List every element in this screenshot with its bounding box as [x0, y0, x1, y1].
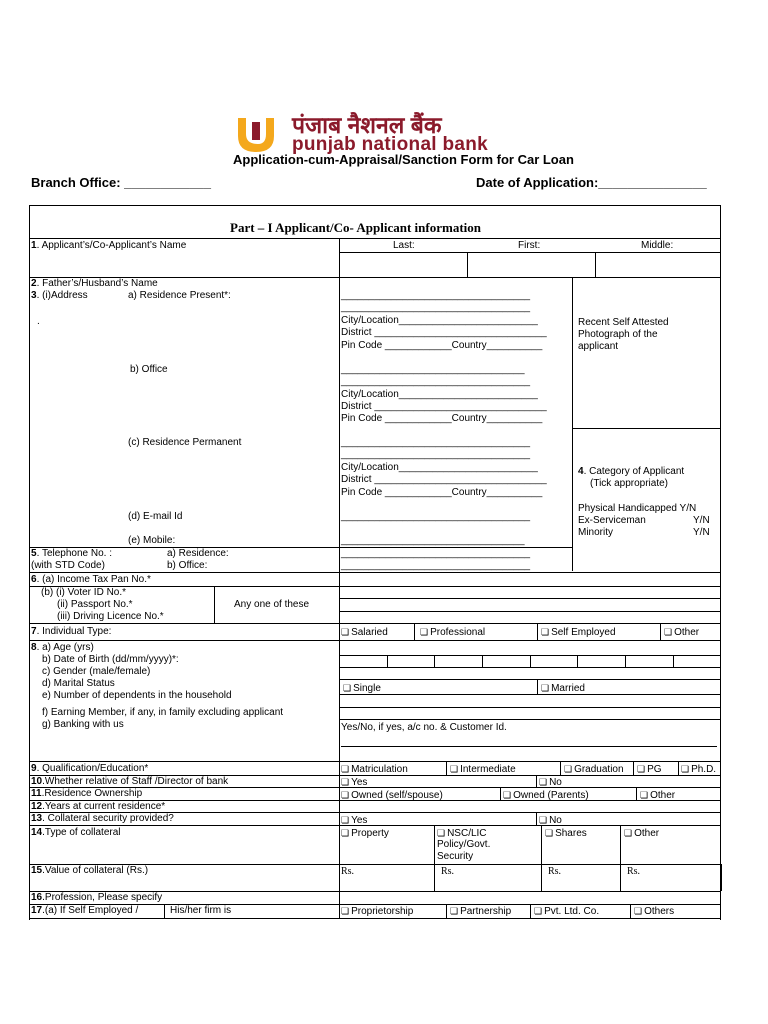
row17-label: 17.(a) If Self Employed / [31, 905, 139, 916]
other-type-option[interactable]: ❏ Other [664, 626, 699, 639]
email-field[interactable]: __________________________________ [341, 511, 531, 522]
owned-self-option[interactable]: ❏ Owned (self/spouse) [341, 789, 443, 802]
proprietorship-option[interactable]: ❏ Proprietorship [341, 905, 413, 918]
ex-serviceman-yn[interactable]: Y/N [693, 515, 710, 526]
banking-with-us-label: g) Banking with us [42, 719, 124, 730]
other-value[interactable]: Rs. [627, 866, 641, 877]
row14-label: 14.Type of collateral [31, 827, 121, 838]
office-district[interactable]: District _______________________________ [341, 401, 547, 412]
date-of-application-label: Date of Application:_______________ [476, 175, 707, 190]
nsc-lic-text-3: Security [437, 851, 474, 862]
branch-office-label: Branch Office: ____________ [31, 175, 211, 190]
office-address-line-2[interactable]: __________________________________ [341, 376, 531, 387]
firm-label: His/her firm is [170, 905, 232, 916]
permanent-pin-country[interactable]: Pin Code ____________Country__________ [341, 487, 543, 498]
earning-member-label: f) Earning Member, if any, in family excluding applicant [42, 707, 284, 718]
tick-appropriate: (Tick appropriate) [590, 478, 668, 489]
row6-label: 6. (a) Income Tax Pan No.* [31, 574, 151, 585]
middle-name-field[interactable] [596, 253, 720, 276]
self-employed-option[interactable]: ❏ Self Employed [541, 626, 616, 639]
relative-yes-option[interactable]: ❏ Yes [341, 776, 367, 789]
row3-label: 3. (i)Address [31, 290, 88, 301]
professional-option[interactable]: ❏ Professional [420, 626, 485, 639]
partnership-option[interactable]: ❏ Partnership [450, 905, 511, 918]
row10-label: 10.Whether relative of Staff /Director of bank [31, 776, 229, 787]
dependents-label: e) Number of dependents in the household [42, 690, 232, 701]
email-label: (d) E-mail Id [128, 511, 183, 522]
voter-id-label: (b) (i) Voter ID No.* [41, 587, 127, 598]
present-district[interactable]: District _______________________________ [341, 327, 547, 338]
first-name-header: First: [518, 240, 541, 251]
shares-option[interactable]: ❏ Shares [545, 827, 587, 840]
single-option[interactable]: ❏ Single [343, 682, 381, 695]
row2-label: 2. Father’s/Husband’s Name [31, 278, 158, 289]
permanent-address-line-1[interactable]: __________________________________ [341, 437, 531, 448]
row9-label: 9. Qualification/Education* [31, 763, 149, 774]
nsc-lic-option[interactable]: ❏ NSC/LIC [437, 827, 487, 840]
bank-name-english: punjab national bank [292, 134, 489, 155]
minority[interactable]: Minority [578, 527, 614, 538]
row16-label: 16.Profession, Please specify [31, 892, 163, 903]
middle-name-header: Middle: [641, 240, 674, 251]
matriculation-option[interactable]: ❏ Matriculation [341, 763, 408, 776]
row15-label: 15.Value of collateral (Rs.) [31, 865, 149, 876]
row1-label: 1. Applicant’s/Co-Applicant’s Name [31, 240, 187, 251]
present-city[interactable]: City/Location_________________________ [341, 315, 538, 326]
present-address-line-2[interactable]: __________________________________ [341, 302, 531, 313]
graduation-option[interactable]: ❏ Graduation [564, 763, 624, 776]
last-name-field[interactable] [340, 253, 466, 276]
office-address-label: b) Office [130, 364, 168, 375]
photo-text-3: applicant [578, 341, 619, 352]
residence-permanent-label: (c) Residence Permanent [128, 437, 242, 448]
married-option[interactable]: ❏ Married [541, 682, 585, 695]
pg-option[interactable]: ❏ PG [637, 763, 662, 776]
phone-office-label: b) Office: [167, 560, 208, 571]
nsc-lic-text-2: Policy/Govt. [437, 839, 491, 850]
nsc-value[interactable]: Rs. [441, 866, 455, 877]
photo-text-2: Photograph of the [578, 329, 658, 340]
permanent-city[interactable]: City/Location_________________________ [341, 462, 538, 473]
office-city[interactable]: City/Location_________________________ [341, 389, 538, 400]
salaried-option[interactable]: ❏ Salaried [341, 626, 388, 639]
minority-yn[interactable]: Y/N [693, 527, 710, 538]
office-address-line-1[interactable]: _________________________________ [341, 364, 525, 375]
first-name-field[interactable] [468, 253, 594, 276]
permanent-address-line-2[interactable]: __________________________________ [341, 449, 531, 460]
passport-label: (ii) Passport No.* [57, 599, 133, 610]
std-code-label: (with STD Code) [31, 560, 105, 571]
photo-text-1: Recent Self Attested [578, 317, 669, 328]
bullet-dot: . [37, 316, 40, 327]
row11-label: 11.Residence Ownership [31, 788, 143, 799]
row7-label: 7. Individual Type: [31, 626, 112, 637]
mobile-field[interactable]: _________________________________ [341, 535, 525, 546]
collateral-yes-option[interactable]: ❏ Yes [341, 814, 367, 827]
bank-name-hindi: पंजाब नैशनल बैंक [292, 112, 442, 138]
marital-status-label: d) Marital Status [42, 678, 115, 689]
row13-label: 13. Collateral security provided? [31, 813, 174, 824]
form-title: Application-cum-Appraisal/Sanction Form for Car Loan [233, 152, 574, 167]
present-address-line-1[interactable]: __________________________________ [341, 290, 531, 301]
phd-option[interactable]: ❏ Ph.D. [681, 763, 716, 776]
dob-label: b) Date of Birth (dd/mm/yyyy)*: [42, 654, 179, 665]
permanent-district[interactable]: District _______________________________ [341, 474, 547, 485]
gender-label: c) Gender (male/female) [42, 666, 151, 677]
row5-label: 5. Telephone No. : [31, 548, 112, 559]
ownership-other-option[interactable]: ❏ Other [640, 789, 675, 802]
others-firm-option[interactable]: ❏ Others [634, 905, 674, 918]
phone-residence-label: a) Residence: [167, 548, 229, 559]
intermediate-option[interactable]: ❏ Intermediate [450, 763, 516, 776]
phone-residence-field[interactable]: __________________________________ [341, 548, 531, 559]
driving-licence-label: (iii) Driving Licence No.* [57, 611, 164, 622]
ex-serviceman[interactable]: Ex-Serviceman [578, 515, 646, 526]
property-value[interactable]: Rs. [341, 866, 355, 877]
collateral-no-option[interactable]: ❏ No [539, 814, 562, 827]
banking-answer[interactable]: Yes/No, if yes, a/c no. & Customer Id. [341, 722, 507, 733]
phone-office-field[interactable]: __________________________________ [341, 560, 531, 571]
owned-parents-option[interactable]: ❏ Owned (Parents) [503, 789, 589, 802]
row8-label: 8. a) Age (yrs) [31, 642, 94, 653]
last-name-header: Last: [393, 240, 415, 251]
mobile-label: (e) Mobile: [128, 535, 176, 546]
pvt-ltd-option[interactable]: ❏ Pvt. Ltd. Co. [534, 905, 599, 918]
part1-title: Part – I Applicant/Co- Applicant information [230, 220, 481, 235]
present-pin-country[interactable]: Pin Code ____________Country__________ [341, 340, 543, 351]
any-one-note: Any one of these [234, 599, 310, 610]
property-option[interactable]: ❏ Property [341, 827, 389, 840]
row4-label: 4. Category of Applicant [578, 466, 685, 477]
shares-value[interactable]: Rs. [548, 866, 562, 877]
row12-label: 12.Years at current residence* [31, 801, 166, 812]
office-pin-country[interactable]: Pin Code ____________Country__________ [341, 413, 543, 424]
physical-handicapped[interactable]: Physical Handicapped Y/N [578, 503, 697, 514]
collateral-other-option[interactable]: ❏ Other [624, 827, 659, 840]
residence-present-label: a) Residence Present*: [128, 290, 231, 301]
relative-no-option[interactable]: ❏ No [539, 776, 562, 789]
